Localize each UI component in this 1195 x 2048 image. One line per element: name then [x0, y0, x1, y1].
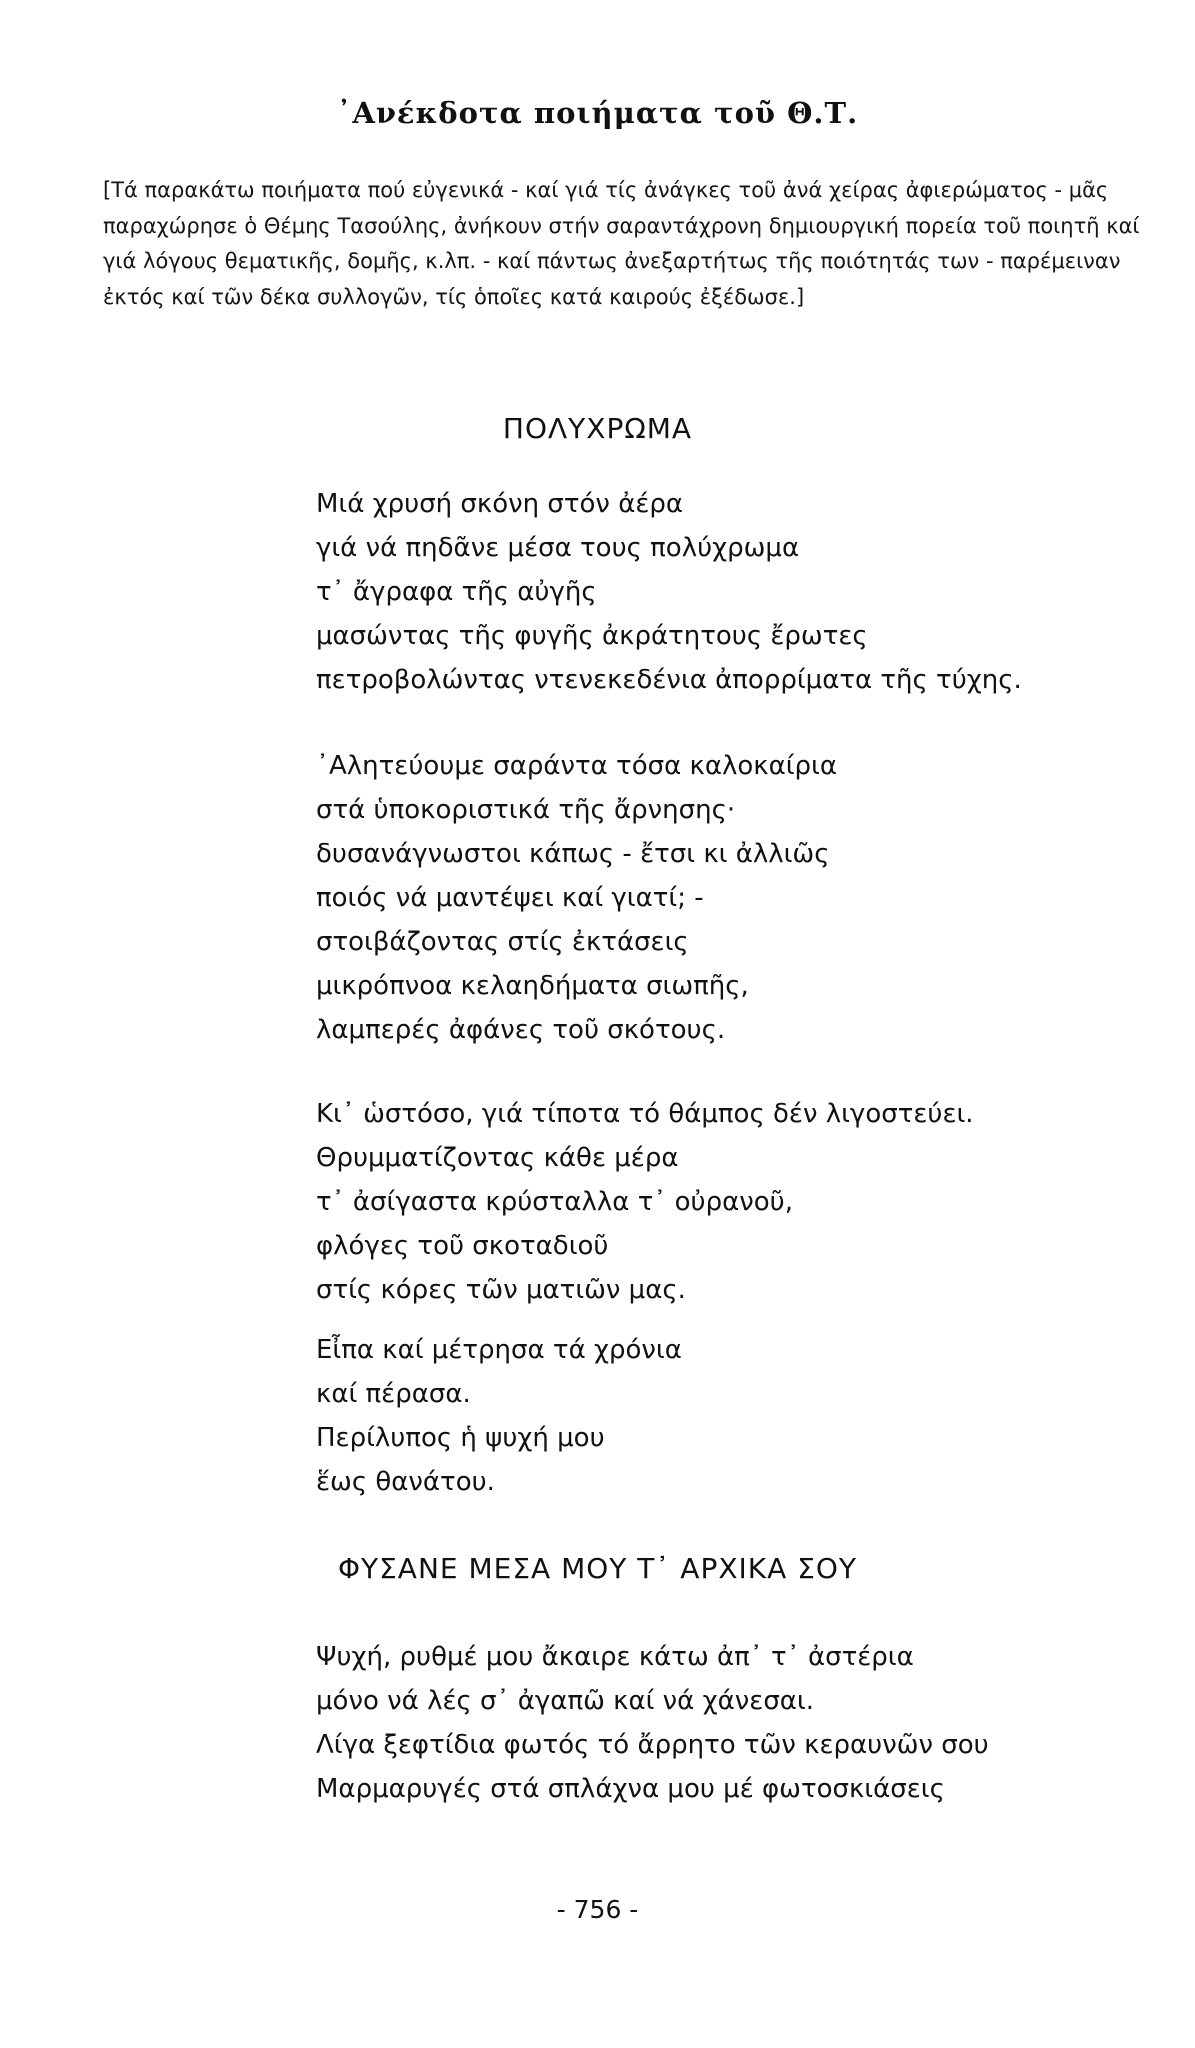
poem-title: ΠΟΛΥΧΡΩΜΑ [502, 412, 693, 445]
poem-line: Μαρμαρυγές στά σπλάχνα μου μέ φωτοσκιάσεις [316, 1774, 945, 1804]
editor-note [103, 173, 1140, 315]
editor-note-line: παραχώρησε ὁ Θέμης Τασούλης, ἀνήκουν στήν σαραντάχρονη δημιουργική πορεία τοῦ ποιητῆ καί [103, 213, 1140, 238]
editor-note-line: [Τά παρακάτω ποιήματα πού εὐγενικά - καί γιά τίς ἀνάγκες τοῦ ἀνά χείρας ἀφιερώματος - μᾶς [103, 178, 1109, 202]
poem-line: Μιά χρυσή σκόνη στόν ἀέρα [316, 489, 684, 519]
poem-line: τ᾿ ἀσίγαστα κρύσταλλα τ᾿ οὐρανοῦ, [316, 1187, 793, 1217]
poem-title: ΦΥΣΑΝΕ ΜΕΣΑ ΜΟΥ Τ᾿ ΑΡΧΙΚΑ ΣΟΥ [337, 1552, 858, 1585]
poem-line: στοιβάζοντας στίς ἐκτάσεις [316, 927, 689, 957]
poem-stanza [316, 1635, 989, 1811]
page-number: - 756 - [556, 1895, 639, 1924]
poem-line: πετροβολώντας ντενεκεδένια ἀπορρίματα τῆς τύχης. [316, 665, 1022, 695]
poem-line: Λίγα ξεφτίδια φωτός τό ἄρρητο τῶν κεραυνῶν σου [316, 1730, 989, 1760]
poem-line: φλόγες τοῦ σκοταδιοῦ [316, 1231, 609, 1261]
poem-stanza [316, 1092, 974, 1312]
poem-line: στά ὑποκοριστικά τῆς ἄρνησης· [316, 795, 736, 825]
poem-line: Θρυμματίζοντας κάθε μέρα [316, 1143, 679, 1173]
poem-line: ᾿Αλητεύουμε σαράντα τόσα καλοκαίρια [316, 751, 837, 781]
document-heading: ᾿Ανέκδοτα ποιήματα τοῦ Θ.Τ. [336, 96, 859, 130]
poem-line: μασώντας τῆς φυγῆς ἀκράτητους ἔρωτες [316, 621, 868, 651]
poem-line: γιά νά πηδᾶνε μέσα τους πολύχρωμα [316, 533, 800, 563]
poem-line: μικρόπνοα κελαηδήματα σιωπῆς, [316, 971, 749, 1001]
poem-line: ἕως θανάτου. [316, 1467, 495, 1497]
poem-line: λαμπερές ἀφάνες τοῦ σκότους. [316, 1015, 726, 1045]
poem-line: τ᾿ ἄγραφα τῆς αὐγῆς [316, 577, 597, 607]
poem-stanza [316, 1328, 682, 1504]
editor-note-line: γιά λόγους θεματικῆς, δομῆς, κ.λπ. - καί πάντως ἀνεξαρτήτως τῆς ποιότητάς των - παρέμειναν [103, 249, 1121, 273]
poem-line: δυσανάγνωστοι κάπως - ἔτσι κι ἀλλιῶς [316, 839, 830, 869]
poem-line: Κι᾿ ὡστόσο, γιά τίποτα τό θάμπος δέν λιγοστεύει. [316, 1099, 974, 1129]
poem-line: ποιός νά μαντέψει καί γιατί; - [316, 883, 704, 913]
poem-line: καί πέρασα. [316, 1379, 471, 1409]
poem-line: μόνο νά λές σ᾿ ἀγαπῶ καί νά χάνεσαι. [316, 1686, 814, 1716]
poem-stanza [316, 482, 1022, 702]
poem-line: Περίλυπος ἡ ψυχή μου [316, 1423, 605, 1453]
editor-note-line: ἐκτός καί τῶν δέκα συλλογῶν, τίς ὁποῖες κατά καιρούς ἐξέδωσε.] [103, 284, 805, 309]
poem-line: Ψυχή, ρυθμέ μου ἄκαιρε κάτω ἀπ᾿ τ᾿ ἀστέρια [316, 1642, 914, 1672]
poem-stanza [316, 744, 837, 1052]
poem-line: στίς κόρες τῶν ματιῶν μας. [316, 1275, 686, 1305]
poem-line: Εἶπα καί μέτρησα τά χρόνια [316, 1335, 682, 1365]
